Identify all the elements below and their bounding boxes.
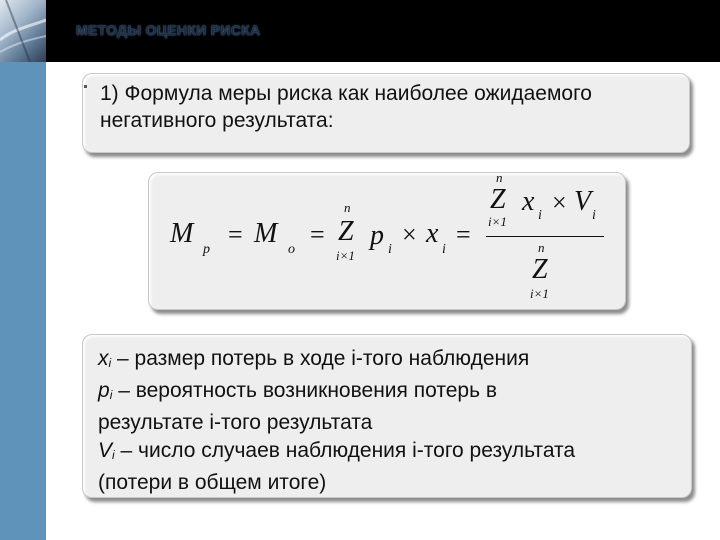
formula-sub-o: o	[288, 242, 295, 257]
formula-x-sub: i	[442, 242, 446, 257]
def-v	[98, 437, 688, 469]
bullet-marker	[84, 85, 87, 88]
sum2-lower: i×1	[488, 214, 507, 229]
def-p-sub: i	[109, 388, 113, 402]
intro-line-2: негативного результата:	[100, 109, 334, 132]
risk-formula	[150, 168, 620, 308]
formula-p-sub: i	[388, 242, 392, 257]
formula-eq2: =	[310, 220, 325, 249]
definitions-text	[98, 345, 688, 497]
num-x-sub: i	[538, 208, 542, 223]
num-x: x	[522, 186, 535, 217]
def-p-text: – вероятность возникновения потерь в	[112, 379, 498, 402]
sum2-symbol: Z	[490, 184, 506, 215]
num-V-sub: i	[592, 208, 596, 223]
formula-x: x	[426, 218, 439, 249]
sum2-upper: n	[496, 170, 503, 185]
def-v-text: – число случаев наблюдения i-того результата	[114, 439, 576, 462]
slide-title: МЕТОДЫ ОЦЕНКИ РИСКА	[76, 22, 261, 38]
def-p-var: p	[98, 379, 110, 402]
def-p	[98, 377, 688, 409]
sum3-symbol: Z	[532, 254, 548, 285]
sum3-lower: i×1	[530, 286, 549, 301]
corner-decoration	[0, 0, 46, 62]
def-x-var: x	[98, 347, 109, 370]
intro-text	[100, 80, 680, 134]
sum1-upper: n	[344, 200, 351, 215]
def-v-var: V	[98, 439, 113, 462]
formula-p: p	[370, 220, 384, 251]
sum3-upper: n	[538, 240, 545, 255]
formula-M1: M	[170, 218, 194, 249]
sum1-symbol: Z	[338, 216, 354, 247]
def-x	[98, 345, 688, 377]
def-x-text: – размер потерь в ходе i-того наблюдения	[111, 347, 530, 370]
formula-eq1: =	[228, 220, 243, 249]
def-v-sub: i	[112, 448, 115, 462]
formula-eq3: =	[456, 220, 471, 249]
def-x-sub: i	[108, 356, 112, 370]
left-accent-strip	[0, 62, 46, 540]
formula-M2: M	[254, 218, 278, 249]
formula-sub-p: p	[203, 242, 210, 257]
fraction-bar	[486, 236, 604, 237]
sum1-lower: i×1	[336, 248, 355, 263]
num-V: V	[574, 186, 592, 217]
intro-line-1: 1) Формула меры риска как наиболее ожидаемого	[100, 82, 592, 105]
formula-times2: ×	[552, 188, 567, 217]
def-p-cont: результате i-того результата	[98, 411, 373, 434]
formula-times1: ×	[402, 220, 417, 249]
def-v-cont: (потери в общем итоге)	[98, 471, 327, 494]
